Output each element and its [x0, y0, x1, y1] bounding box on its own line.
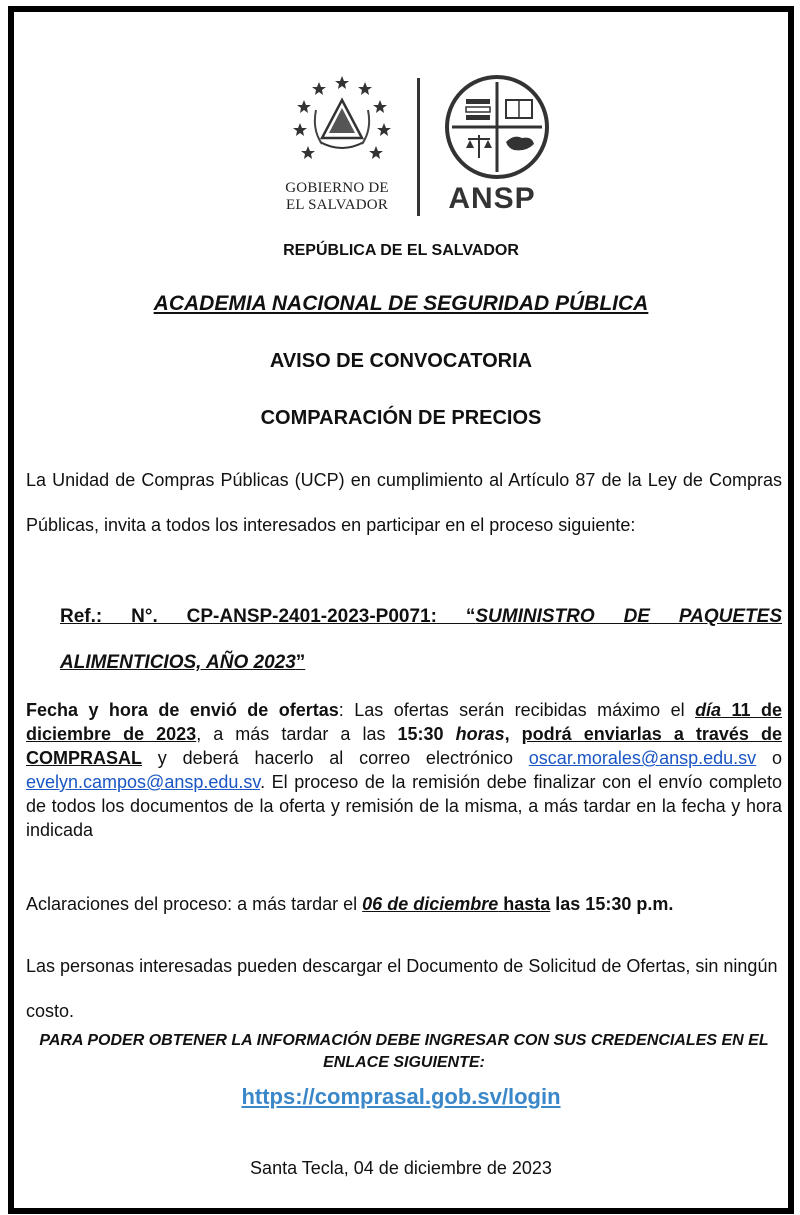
el-salvador-seal-icon — [292, 70, 392, 175]
clarifications-paragraph — [26, 894, 782, 915]
notice-heading: AVISO DE CONVOCATORIA — [269, 350, 533, 372]
reference-close-quote: ” — [295, 652, 306, 673]
reference-code: Ref.: N°. CP-ANSP-2401-2023-P0071: “ — [60, 606, 476, 627]
clarifications-text: Aclaraciones del proceso: a más tardar el — [26, 894, 363, 914]
place-and-date: Santa Tecla, 04 de diciembre de 2023 — [250, 1158, 552, 1178]
seal-caption-line1: GOBIERNO DE — [285, 180, 389, 196]
comprasal-login-link[interactable]: https://comprasal.gob.sv/login — [241, 1084, 561, 1109]
intro-paragraph: La Unidad de Compras Públicas (UCP) en cumplimiento al Artículo 87 de la Ley de Compras Públicas, invita a todos los interesados en participar en el proceso siguiente: — [26, 470, 782, 535]
academy-heading: ACADEMIA NACIONAL DE SEGURIDAD PÚBLICA — [153, 292, 649, 315]
header-logos — [272, 70, 552, 222]
submission-deadline-date: 11 de diciembre de 2023 — [26, 700, 783, 744]
submission-hours-word: horas — [443, 724, 505, 744]
process-type-heading: COMPARACIÓN DE PRECIOS — [260, 407, 542, 429]
logo-divider — [417, 78, 420, 216]
submission-paragraph — [26, 698, 782, 842]
clarifications-date: 06 de diciembre — [362, 894, 499, 914]
submission-day-word: día — [695, 700, 722, 720]
submission-time: 15:30 — [397, 724, 444, 744]
submission-text-1: : Las ofertas serán recibidas máximo el — [338, 700, 696, 720]
submission-via-comprasal: podrá enviarlas a través de COMPRASAL — [26, 724, 782, 768]
submission-or: o — [756, 748, 783, 768]
reference-subject: SUMINISTRO DE PAQUETES ALIMENTICIOS, AÑO 2023 — [60, 606, 782, 673]
credentials-note: PARA PODER OBTENER LA INFORMACIÓN DEBE INGRESAR CON SUS CREDENCIALES EN EL ENLACE SIGUIENTE: — [39, 1032, 769, 1071]
submission-text-3: y deberá hacerlo al correo electrónico — [142, 748, 529, 768]
ansp-logo-text: ANSP — [448, 182, 536, 215]
reference-line — [60, 594, 782, 686]
republic-heading: REPÚBLICA DE EL SALVADOR — [283, 242, 519, 259]
submission-text-4: . El proceso de la remisión debe finalizar con el envío completo de todos los documentos de la oferta y remisión de la misma, a más tardar en la fecha y hora indicada — [26, 772, 782, 840]
seal-caption — [272, 180, 402, 214]
email-link-oscar[interactable]: oscar.morales@ansp.edu.sv — [528, 748, 757, 768]
seal-caption-line2: EL SALVADOR — [285, 197, 389, 213]
submission-label: Fecha y hora de envió de ofertas — [26, 700, 339, 720]
submission-text-2: , a más tardar a las — [196, 724, 398, 744]
download-paragraph: Las personas interesadas pueden descargar el Documento de Solicitud de Ofertas, sin ningún costo. — [26, 956, 778, 1021]
ansp-logo-icon — [442, 72, 552, 182]
clarifications-time: las 15:30 p.m. — [550, 894, 674, 914]
document-frame — [8, 6, 794, 1214]
submission-comma: , — [504, 724, 522, 744]
clarifications-until: hasta — [498, 894, 551, 914]
email-link-evelyn[interactable]: evelyn.campos@ansp.edu.sv — [26, 772, 261, 792]
